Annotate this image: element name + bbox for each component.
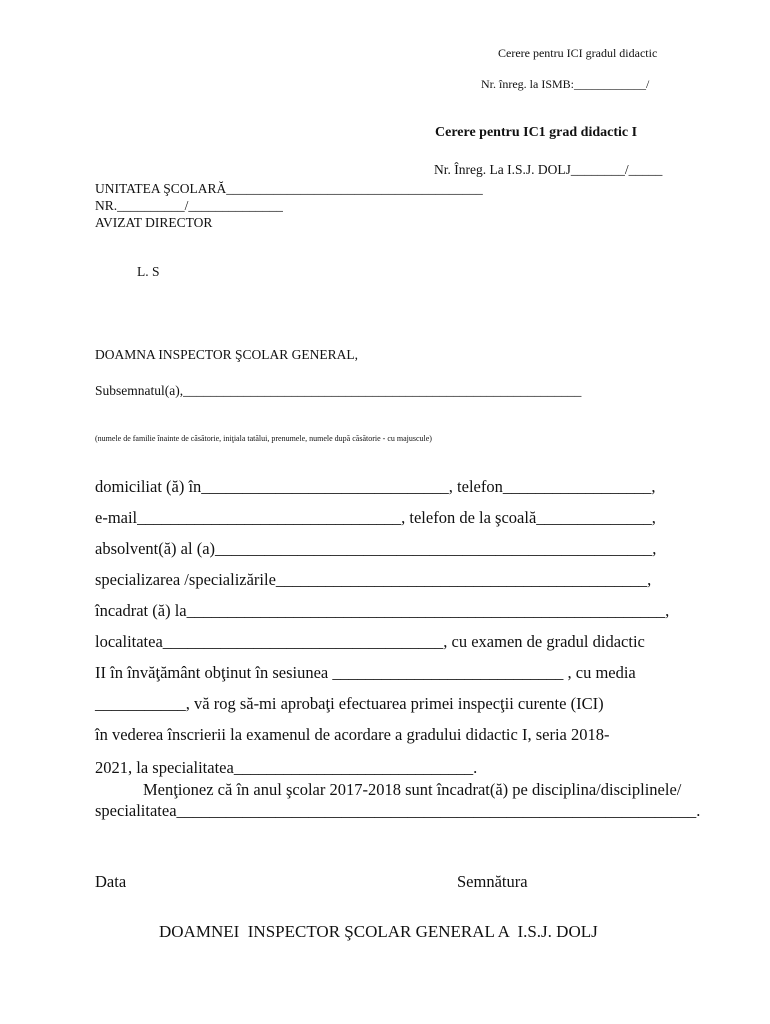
signature-label: Semnătura <box>457 872 528 891</box>
mention-line-2: specialitatea_______________________________________________________________. <box>95 801 701 820</box>
seal-placeholder: L. S <box>137 264 160 279</box>
director-approval: AVIZAT DIRECTOR <box>95 215 213 230</box>
form-line-session: II în învăţământ obţinut în sesiunea ____________________________ , cu media <box>95 663 636 682</box>
document-title: Cerere pentru IC1 grad didactic I <box>435 125 638 140</box>
date-label: Data <box>95 872 127 891</box>
form-line-email: e-mail________________________________, telefon de la şcoală______________, <box>95 508 656 527</box>
undersigned-line: Subsemnatul(a),___________________________________________________________ <box>95 383 582 398</box>
form-line-employed: încadrat (ă) la__________________________________________________________, <box>95 601 670 620</box>
form-line-domicile: domiciliat (ă) în______________________________, telefon__________________, <box>95 477 656 496</box>
school-unit: UNITATEA ŞCOLARĂ______________________________________ <box>95 181 483 196</box>
school-number: NR.__________/______________ <box>95 198 283 213</box>
top-title: Cerere pentru ICI gradul didactic <box>498 46 658 60</box>
footer-addressee: DOAMNEI INSPECTOR ŞCOLAR GENERAL A I.S.J. DOLJ <box>159 922 598 941</box>
undersigned-note: (numele de familie înainte de căsătorie, iniţiala tatălui, prenumele, numele după căsătorie - cu majuscule) <box>95 434 432 443</box>
form-line-graduate: absolvent(ă) al (a)_____________________________________________________, <box>95 539 657 558</box>
form-line-exam: în vederea înscrierii la examenul de acordare a gradului didactic I, seria 2018- <box>95 725 610 744</box>
form-line-specialty: 2021, la specialitatea_____________________________. <box>95 758 478 777</box>
form-line-request: ___________, vă rog să-mi aprobaţi efectuarea primei inspecţii curente (ICI) <box>95 694 604 713</box>
mention-line-1: Menţionez că în anul şcolar 2017-2018 sunt încadrat(ă) pe disciplina/disciplinele/ <box>143 780 682 799</box>
form-line-specialization: specializarea /specializările_____________________________________________, <box>95 570 652 589</box>
salutation: DOAMNA INSPECTOR ŞCOLAR GENERAL, <box>95 347 359 362</box>
top-registration-number: Nr. înreg. la ISMB:____________/ <box>481 77 650 91</box>
isj-registration-number: Nr. Înreg. La I.S.J. DOLJ________/_____ <box>434 162 663 177</box>
form-line-locality: localitatea__________________________________, cu examen de gradul didactic <box>95 632 645 651</box>
